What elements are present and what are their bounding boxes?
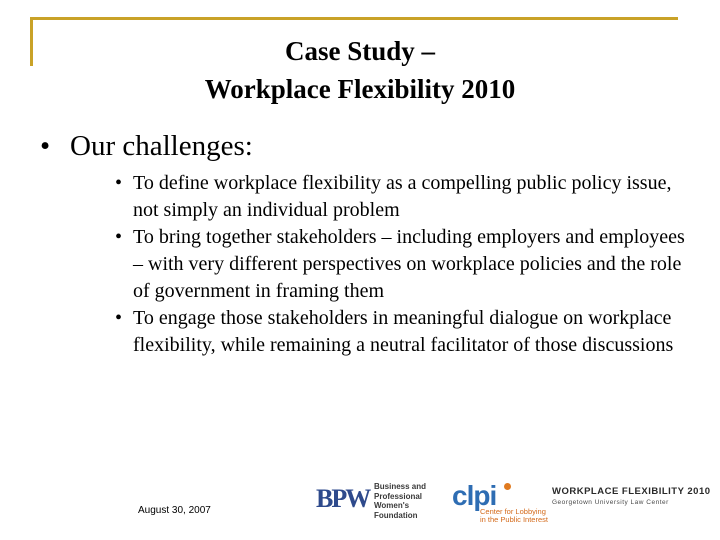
sub-bullet-text: To bring together stakeholders – including employers and employees – with very different perspectives on workplace policies and the role of government in framing them [133, 226, 685, 302]
slide-title [80, 32, 640, 108]
clpi-logo [452, 480, 552, 526]
bpw-line: Foundation [374, 510, 418, 520]
clpi-line: Center for Lobbying [480, 507, 546, 516]
sub-bullet-text: To engage those stakeholders in meaningful dialogue on workplace flexibility, while remaining a neutral facilitator of those discussions [133, 307, 674, 356]
main-bullet [40, 128, 253, 164]
footer-date: August 30, 2007 [138, 505, 211, 516]
workplace-flexibility-2010-logo [552, 486, 712, 516]
sub-bullet-text: To define workplace flexibility as a compelling public policy issue, not simply an individual problem [133, 172, 672, 221]
wf-logo-title: WORKPLACE FLEXIBILITY 2010 [552, 486, 711, 497]
title-line-2: Workplace Flexibility 2010 [204, 74, 516, 104]
clpi-logo-mark: clpi [452, 480, 497, 511]
clpi-dot-icon [504, 483, 511, 490]
bpw-foundation-logo [316, 482, 441, 524]
clpi-logo-text [480, 508, 548, 524]
wf-logo-subtitle: Georgetown University Law Center [552, 499, 669, 506]
title-line-1: Case Study – [284, 36, 436, 66]
sub-bullet-item [115, 305, 695, 359]
clpi-line: in the Public Interest [480, 515, 548, 524]
bpw-line: Professional [374, 491, 423, 501]
bullet-icon: • [115, 307, 123, 329]
sub-bullet-item [115, 170, 695, 224]
bullet-icon: • [40, 130, 51, 162]
frame-left-rule [30, 17, 33, 66]
frame-top-rule [30, 17, 678, 20]
bpw-line: Business and [374, 482, 427, 491]
sub-bullet-list [115, 170, 695, 359]
bpw-logo-mark: BPW [316, 484, 370, 513]
bpw-logo-text [374, 482, 426, 520]
main-bullet-text: Our challenges: [70, 130, 253, 162]
bullet-icon: • [115, 226, 123, 248]
sub-bullet-item [115, 224, 695, 305]
bullet-icon: • [115, 172, 123, 194]
bpw-line: Women's [374, 501, 410, 510]
